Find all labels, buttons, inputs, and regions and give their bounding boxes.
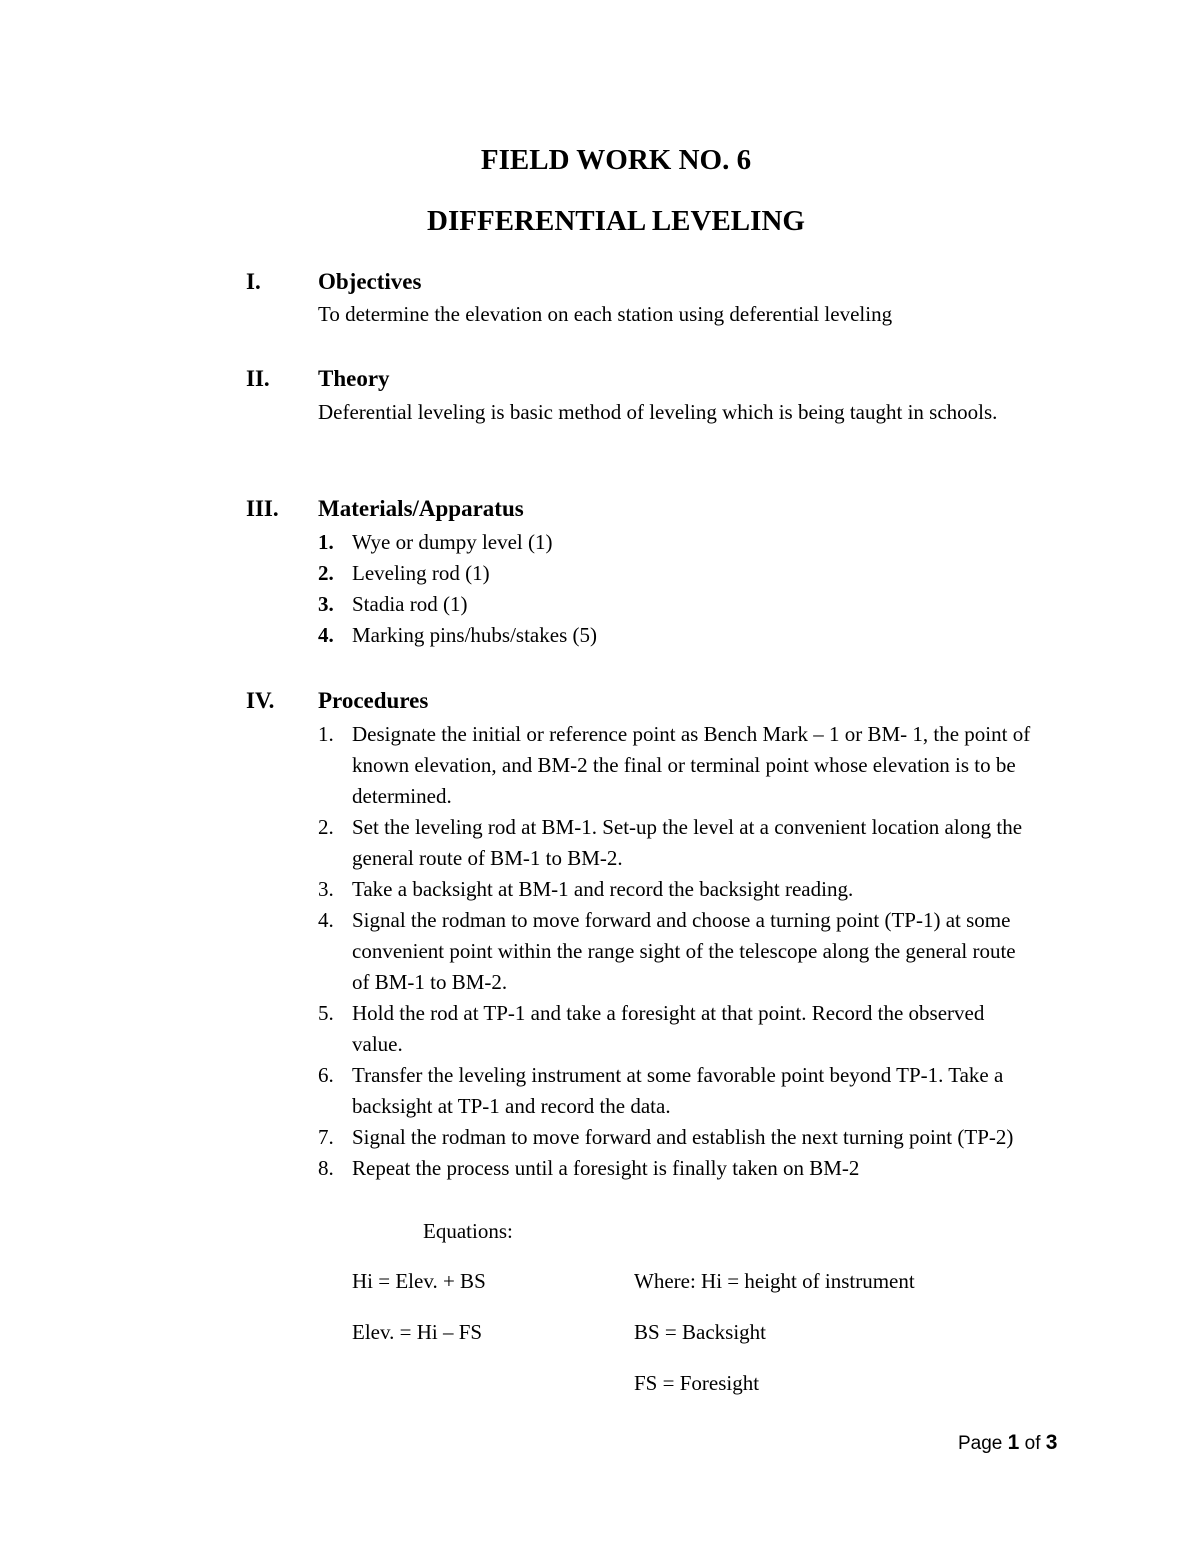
list-text: Repeat the process until a foresight is finally taken on BM-2 <box>352 1156 860 1180</box>
objectives-text: To determine the elevation on each station using deferential leveling <box>318 302 893 326</box>
list-number: 1. <box>318 722 334 746</box>
equation-hi: Hi = Elev. + BS <box>352 1269 486 1293</box>
list-item <box>318 812 1038 874</box>
list-number: 1. <box>318 530 334 554</box>
section-heading-theory: Theory <box>318 366 390 391</box>
section-numeral: IV. <box>246 688 275 713</box>
materials-list <box>318 527 1038 651</box>
section-heading-objectives: Objectives <box>318 269 422 294</box>
list-item <box>318 527 1038 558</box>
list-text: Transfer the leveling instrument at some favorable point beyond TP-1. Take a backsight at TP-1 and record the data. <box>352 1063 1004 1118</box>
section-numeral: I. <box>246 269 261 294</box>
definition-hi: Where: Hi = height of instrument <box>634 1269 915 1293</box>
list-item <box>318 1060 1038 1122</box>
section-numeral: III. <box>246 496 279 521</box>
list-number: 3. <box>318 877 334 901</box>
list-number: 4. <box>318 623 334 647</box>
equations-label: Equations: <box>423 1219 513 1243</box>
theory-text: Deferential leveling is basic method of leveling which is being taught in schools. <box>318 400 998 424</box>
list-text: Hold the rod at TP-1 and take a foresight at that point. Record the observed value. <box>352 1001 985 1056</box>
page-number <box>958 1431 1057 1456</box>
current-page: 1 <box>1007 1431 1020 1454</box>
list-text: Wye or dumpy level (1) <box>352 530 553 554</box>
list-number: 3. <box>318 592 334 616</box>
list-text: Signal the rodman to move forward and establish the next turning point (TP-2) <box>352 1125 1014 1149</box>
of-word: of <box>1024 1433 1041 1454</box>
list-number: 8. <box>318 1156 334 1180</box>
definition-bs: BS = Backsight <box>634 1320 767 1344</box>
list-text: Marking pins/hubs/stakes (5) <box>352 623 597 647</box>
list-item <box>318 1122 1038 1153</box>
list-item <box>318 558 1038 589</box>
list-number: 7. <box>318 1125 334 1149</box>
list-item <box>318 620 1038 651</box>
list-number: 2. <box>318 815 334 839</box>
list-text: Set the leveling rod at BM-1. Set-up the level at a convenient location along the general route of BM-1 to BM-2. <box>352 815 1023 870</box>
list-item <box>318 874 1038 905</box>
document-title: FIELD WORK NO. 6 <box>480 144 752 176</box>
list-number: 6. <box>318 1063 334 1087</box>
section-numeral: II. <box>246 366 270 391</box>
list-number: 2. <box>318 561 334 585</box>
list-number: 5. <box>318 1001 334 1025</box>
list-item <box>318 905 1038 998</box>
list-text: Designate the initial or reference point as Bench Mark – 1 or BM- 1, the point of known elevation, and BM-2 the final or terminal point whose elevation is to be determined. <box>352 722 1031 808</box>
list-text: Signal the rodman to move forward and choose a turning point (TP-1) at some convenient point within the range sight of the telescope along the general route of BM-1 to BM-2. <box>352 908 1016 994</box>
section-heading-procedures: Procedures <box>318 688 429 713</box>
procedures-list <box>318 719 1038 1184</box>
definition-fs: FS = Foresight <box>634 1371 760 1395</box>
section-heading-materials: Materials/Apparatus <box>318 496 524 521</box>
list-item <box>318 589 1038 620</box>
total-pages: 3 <box>1045 1431 1058 1454</box>
list-text: Stadia rod (1) <box>352 592 468 616</box>
document-subtitle: DIFFERENTIAL LEVELING <box>427 205 805 237</box>
page-word: Page <box>958 1433 1003 1454</box>
list-number: 4. <box>318 908 334 932</box>
list-item <box>318 998 1038 1060</box>
equation-elev: Elev. = Hi – FS <box>352 1320 483 1344</box>
list-item <box>318 1153 1038 1184</box>
list-item <box>318 719 1038 812</box>
list-text: Leveling rod (1) <box>352 561 490 585</box>
list-text: Take a backsight at BM-1 and record the backsight reading. <box>352 877 854 901</box>
